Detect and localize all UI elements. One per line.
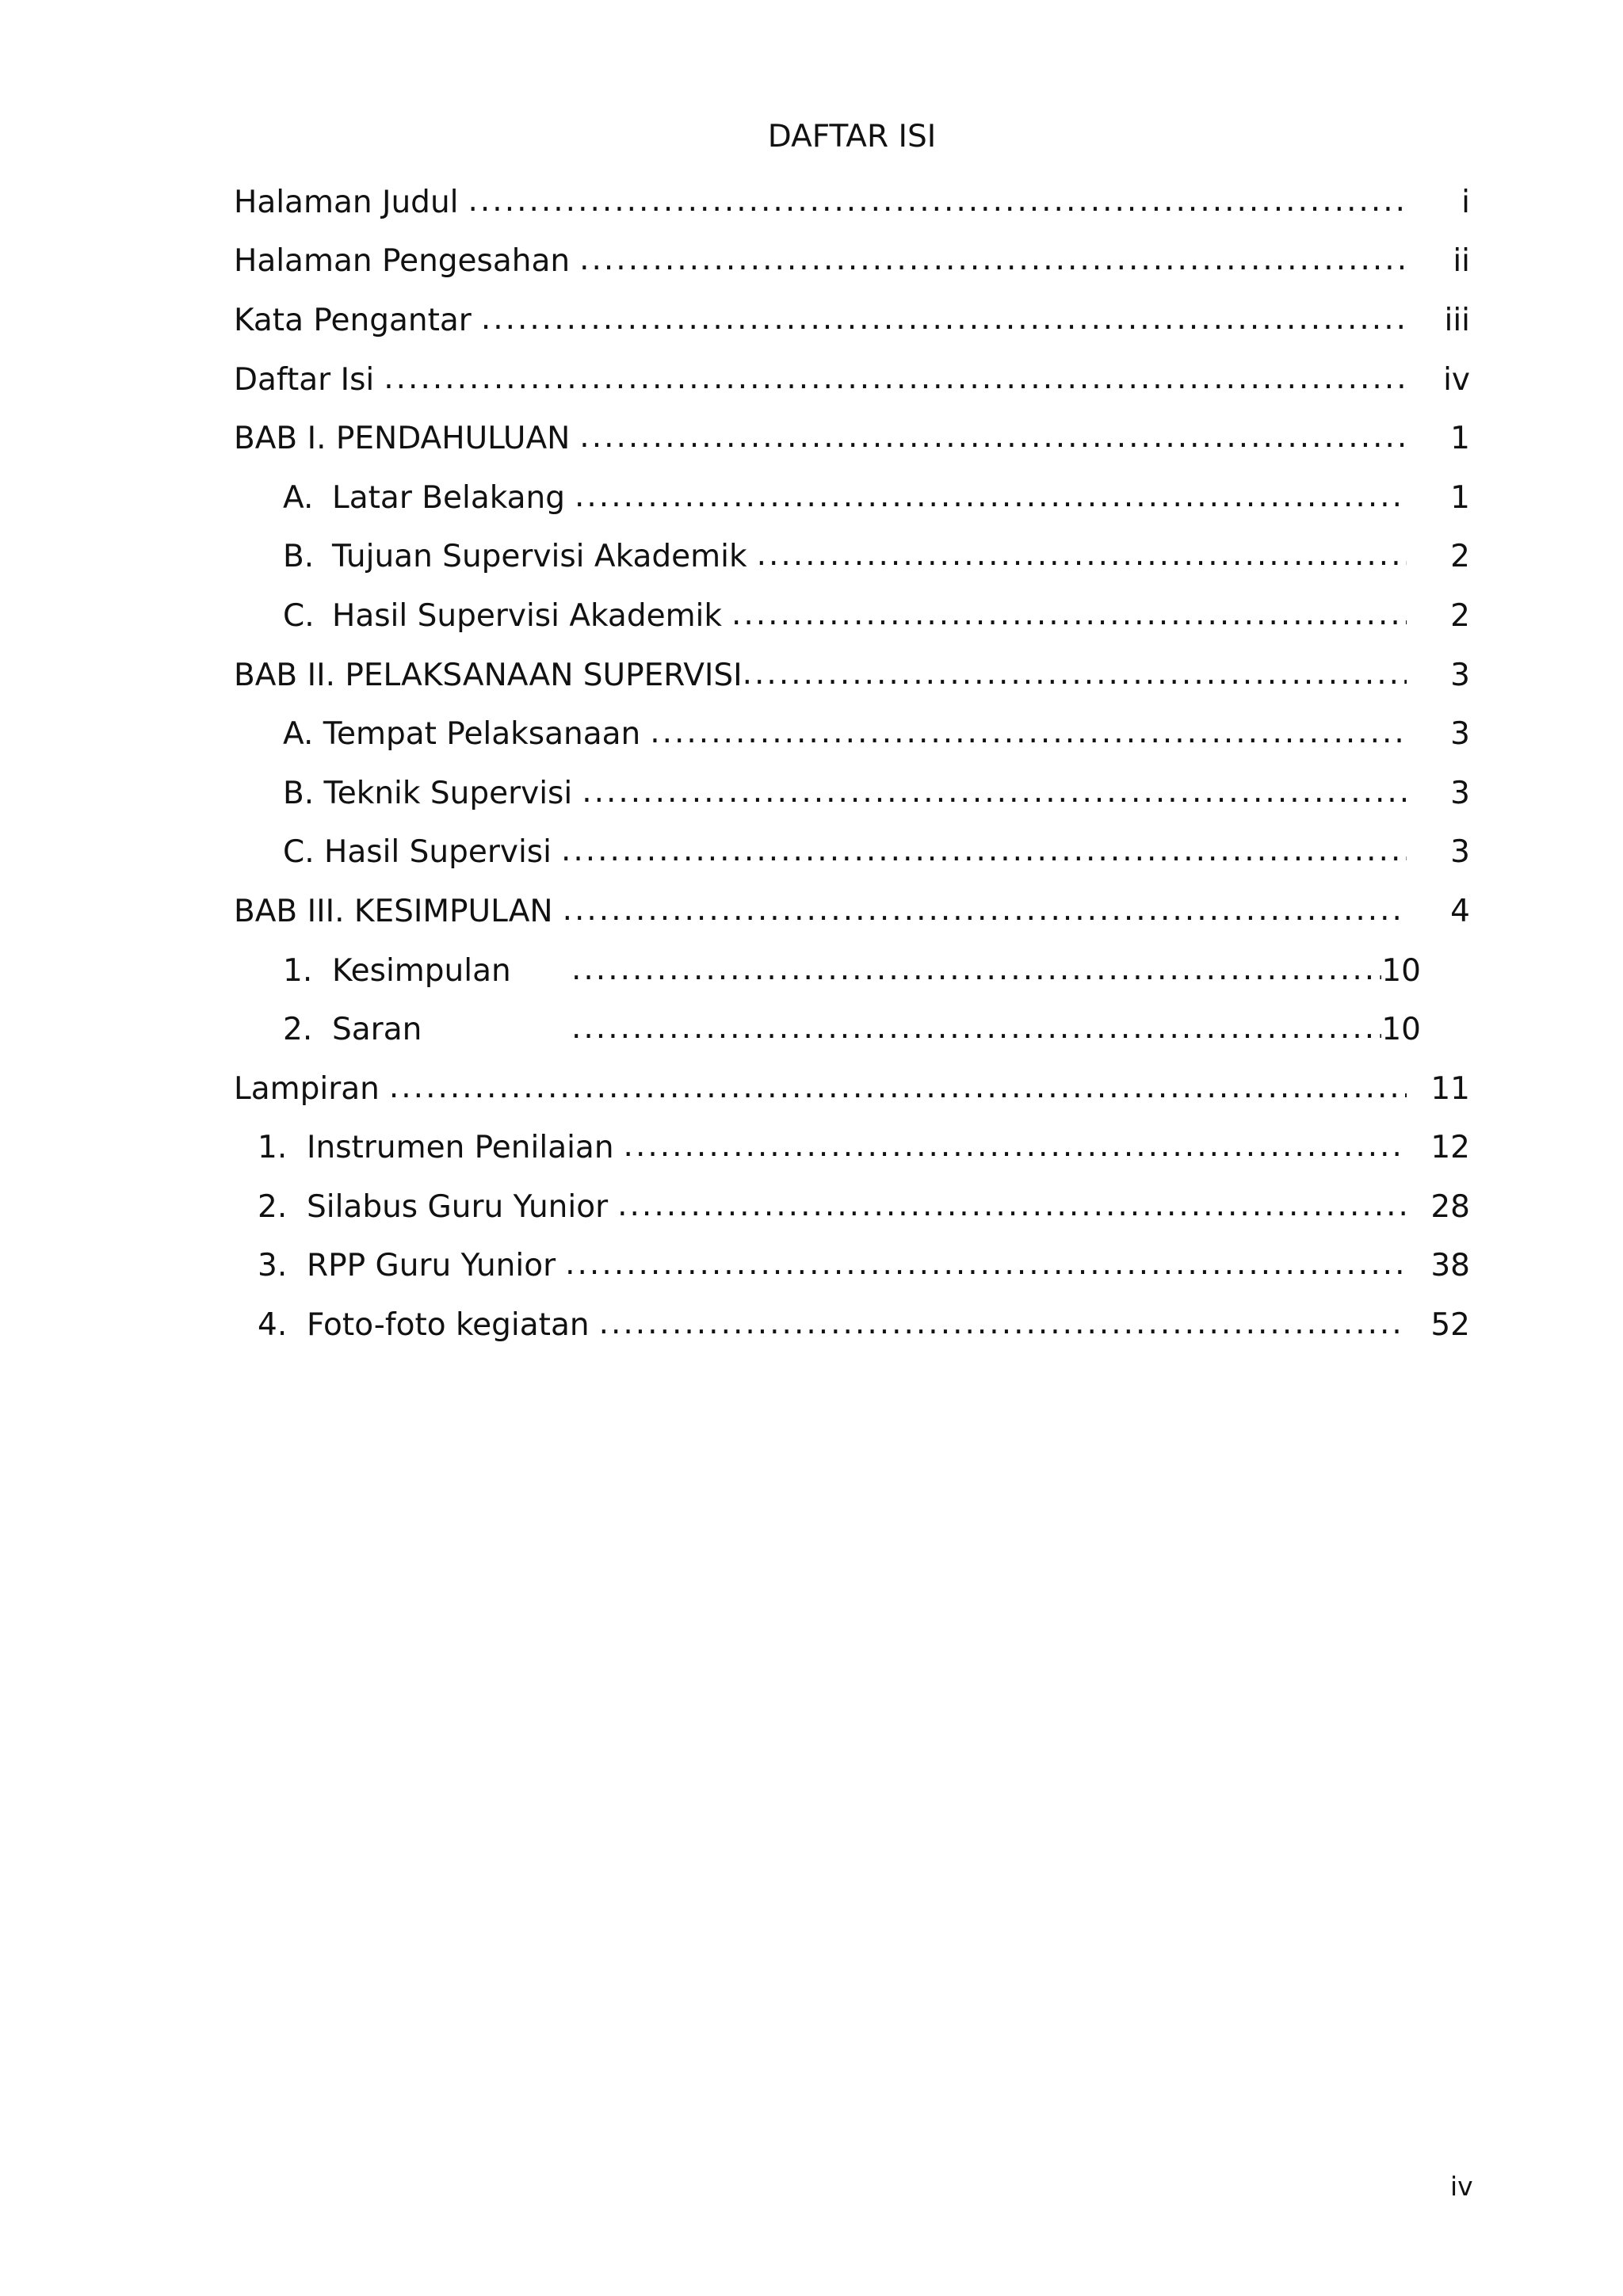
dot-leader bbox=[571, 1010, 1381, 1046]
toc-entry-text: Latar Belakang bbox=[332, 479, 566, 516]
toc-entry[interactable] bbox=[234, 409, 1470, 468]
toc-entry-label bbox=[283, 480, 565, 516]
dot-leader bbox=[579, 242, 1407, 277]
dot-leader bbox=[731, 597, 1407, 632]
toc-entry-number: 1. bbox=[258, 1130, 288, 1166]
toc-entry-page: 10 bbox=[1381, 1012, 1421, 1048]
dot-leader bbox=[481, 301, 1407, 337]
toc-entry-label bbox=[234, 185, 459, 220]
toc-entry-page: 3 bbox=[1450, 775, 1470, 811]
toc-entry[interactable] bbox=[234, 468, 1470, 528]
toc-entry-page: 4 bbox=[1450, 893, 1470, 929]
toc-entry-page: 38 bbox=[1430, 1248, 1470, 1284]
toc-entry[interactable] bbox=[234, 291, 1470, 350]
toc-entry-label bbox=[234, 362, 374, 398]
toc-entry-number: 4. bbox=[258, 1307, 288, 1344]
toc-entry-label bbox=[283, 598, 722, 634]
toc-entry-label bbox=[234, 243, 570, 279]
toc-entry[interactable] bbox=[234, 646, 1470, 705]
toc-entry-number: 3. bbox=[258, 1248, 288, 1284]
toc-entry-page: 1 bbox=[1450, 479, 1470, 516]
toc-entry-label bbox=[258, 1189, 608, 1225]
toc-entry-text: Silabus Guru Yunior bbox=[307, 1188, 609, 1225]
dot-leader bbox=[624, 1128, 1407, 1164]
toc-entry-label bbox=[234, 303, 472, 338]
toc-entry-text: Lampiran bbox=[234, 1070, 380, 1107]
toc-entry-text: Kesimpulan bbox=[332, 952, 511, 989]
toc-entry-text: Halaman Judul bbox=[234, 184, 459, 220]
toc-entry-label bbox=[283, 539, 747, 574]
toc-entry-label bbox=[234, 658, 743, 693]
toc-entry-label bbox=[258, 1248, 556, 1283]
toc-entry-text: BAB II. PELAKSANAAN SUPERVISI bbox=[234, 657, 743, 693]
dot-leader bbox=[579, 419, 1407, 455]
toc-entry-label bbox=[283, 716, 640, 752]
toc-entry-number: A. bbox=[283, 479, 314, 516]
toc-entry[interactable] bbox=[234, 528, 1470, 587]
toc-entry-page: i bbox=[1461, 184, 1470, 220]
dot-leader bbox=[389, 1070, 1407, 1105]
toc-entry-text: Tujuan Supervisi Akademik bbox=[332, 539, 747, 575]
toc-entry[interactable] bbox=[234, 350, 1470, 410]
toc-entry-label bbox=[258, 1307, 590, 1343]
toc-entry-page: 3 bbox=[1450, 834, 1470, 871]
toc-entry-page: 3 bbox=[1450, 716, 1470, 753]
dot-leader bbox=[743, 656, 1407, 692]
toc-entry[interactable] bbox=[234, 1119, 1470, 1178]
toc-entry-text: Foto-foto kegiatan bbox=[307, 1307, 590, 1344]
dot-leader bbox=[617, 1188, 1407, 1223]
dot-leader bbox=[561, 833, 1407, 868]
toc-entry-label bbox=[283, 953, 562, 989]
dot-leader bbox=[599, 1306, 1407, 1341]
toc-entry-number: C. bbox=[283, 597, 315, 634]
toc-entry[interactable] bbox=[234, 586, 1470, 646]
toc-entry-text: Kata Pengantar bbox=[234, 302, 472, 338]
toc-entry-page: 28 bbox=[1430, 1188, 1470, 1225]
page-title: DAFTAR ISI bbox=[767, 119, 937, 154]
dot-leader bbox=[565, 1246, 1407, 1282]
toc-entry-number: B. bbox=[283, 539, 315, 575]
dot-leader bbox=[650, 715, 1407, 750]
toc-entry-page: iv bbox=[1443, 361, 1470, 398]
toc-entry-text: Daftar Isi bbox=[234, 361, 375, 398]
toc-entry-text: B. Teknik Supervisi bbox=[283, 775, 573, 811]
toc-entry-text: BAB III. KESIMPULAN bbox=[234, 893, 553, 929]
toc-entry-text: A. Tempat Pelaksanaan bbox=[283, 716, 641, 753]
dot-leader bbox=[384, 360, 1407, 396]
toc-entry-text: Halaman Pengesahan bbox=[234, 243, 571, 280]
toc-entry-label bbox=[234, 421, 570, 456]
dot-leader bbox=[571, 952, 1381, 987]
toc-entry[interactable] bbox=[234, 1237, 1470, 1296]
dot-leader bbox=[757, 537, 1407, 573]
toc-entry[interactable] bbox=[234, 1000, 1470, 1059]
toc-entry[interactable] bbox=[234, 1177, 1470, 1237]
toc-entry-page: 2 bbox=[1450, 597, 1470, 634]
toc-entry[interactable] bbox=[234, 764, 1470, 823]
dot-leader bbox=[563, 892, 1407, 928]
toc-entry-number: 2. bbox=[258, 1188, 288, 1225]
toc-entry[interactable] bbox=[234, 704, 1470, 764]
toc-entry-label bbox=[234, 1071, 380, 1107]
dot-leader bbox=[575, 479, 1407, 514]
toc-entry-text: C. Hasil Supervisi bbox=[283, 834, 552, 871]
toc-entry-page: 52 bbox=[1430, 1307, 1470, 1344]
toc-entry[interactable] bbox=[234, 823, 1470, 883]
toc-entry-page: ii bbox=[1453, 243, 1470, 280]
toc-entry-page: 1 bbox=[1450, 421, 1470, 457]
toc-entry-label bbox=[283, 834, 552, 870]
toc-entry-label bbox=[234, 894, 553, 929]
toc-entry[interactable] bbox=[234, 1295, 1470, 1355]
dot-leader bbox=[468, 183, 1407, 219]
toc-entry-label bbox=[283, 1012, 562, 1047]
toc-entry-label bbox=[258, 1130, 614, 1165]
toc-entry-page: iii bbox=[1444, 302, 1470, 338]
toc-entry[interactable] bbox=[234, 1059, 1470, 1119]
toc-entry-text: Hasil Supervisi Akademik bbox=[332, 597, 722, 634]
table-of-contents bbox=[234, 173, 1470, 1355]
footer-page-number: iv bbox=[1450, 2171, 1473, 2202]
toc-entry[interactable] bbox=[234, 232, 1470, 292]
dot-leader bbox=[582, 774, 1407, 810]
toc-entry-page: 12 bbox=[1430, 1130, 1470, 1166]
toc-entry-text: BAB I. PENDAHULUAN bbox=[234, 421, 571, 457]
toc-entry-text: RPP Guru Yunior bbox=[307, 1248, 556, 1284]
toc-entry-number: 2. bbox=[283, 1012, 313, 1048]
toc-entry-text: Instrumen Penilaian bbox=[307, 1130, 614, 1166]
toc-entry-page: 10 bbox=[1381, 952, 1421, 989]
toc-entry[interactable] bbox=[234, 941, 1470, 1001]
toc-entry[interactable] bbox=[234, 882, 1470, 941]
toc-entry-page: 2 bbox=[1450, 539, 1470, 575]
toc-entry-number: 1. bbox=[283, 952, 313, 989]
toc-entry-label bbox=[283, 776, 572, 811]
toc-entry-page: 11 bbox=[1430, 1070, 1470, 1107]
toc-entry-text: Saran bbox=[332, 1012, 422, 1048]
toc-entry-page: 3 bbox=[1450, 657, 1470, 693]
toc-entry[interactable] bbox=[234, 173, 1470, 232]
